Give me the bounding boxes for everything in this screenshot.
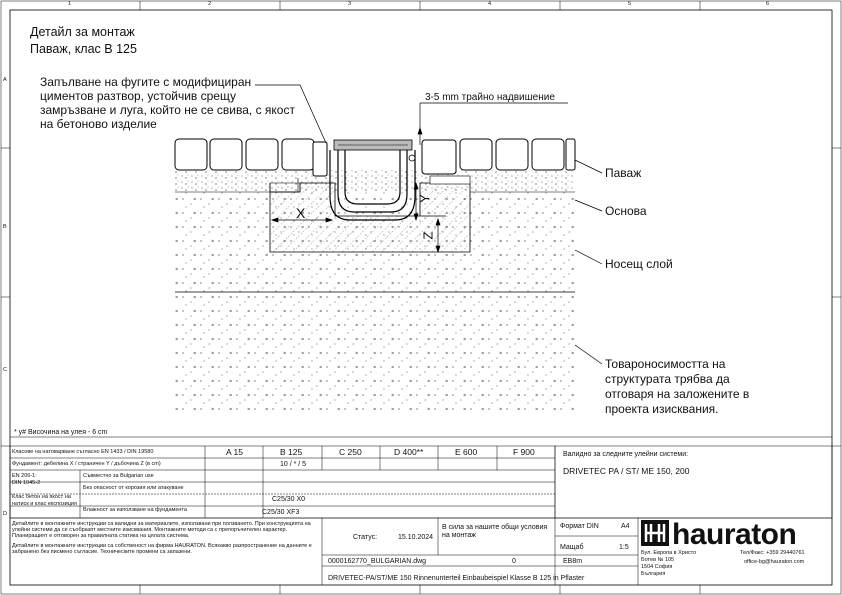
drawing-title: Детайл за монтаж bbox=[30, 25, 135, 39]
class-d400: D 400** bbox=[394, 447, 424, 457]
dimension-y: Y bbox=[416, 194, 432, 203]
grid-label-b: B bbox=[3, 224, 7, 230]
drawing-description: DRIVETEC-PA/ST/ME 150 Rinnenunterteil Einbaubeispiel Klasse B 125 in Pflaster bbox=[328, 575, 585, 582]
grid-label-d: D bbox=[3, 511, 7, 517]
concrete-norm-b: DIN 1045-2 bbox=[12, 480, 41, 486]
drawing-subtitle: Паваж, клас B 125 bbox=[30, 42, 137, 56]
grid-label-3: 3 bbox=[348, 1, 352, 7]
format-value: A4 bbox=[621, 523, 630, 530]
foundation-row-value: 10 / * / 5 bbox=[280, 461, 307, 468]
exposure-3: Влажност за използване на фундамента bbox=[83, 507, 187, 513]
status-date: 15.10.2024 bbox=[398, 534, 434, 541]
dimension-z: Z bbox=[420, 231, 436, 240]
joint-fill-line-2: циментов разтвор, устойчив срещу bbox=[40, 89, 236, 103]
load-capacity-line-4: проекта изисквания. bbox=[605, 402, 719, 416]
drawing-file: 0000162770_BULGARIAN.dwg bbox=[328, 558, 427, 565]
class-b125: B 125 bbox=[280, 447, 303, 457]
concrete-norm-a: EN 206-1: bbox=[12, 473, 37, 479]
load-class-header: Класове на натоварване съгласно EN 1433 / DIN 19580 bbox=[12, 449, 154, 455]
concrete-value-2: C25/30 XF3 bbox=[262, 509, 300, 516]
exposure-1: Съвместно за Bulgarian use bbox=[83, 473, 154, 479]
grid-label-2: 2 bbox=[208, 1, 212, 7]
company-phone: Тел/Факс: +359 29440761 bbox=[740, 550, 805, 556]
pavement-label: Паваж bbox=[605, 166, 642, 180]
company-address-2: Ботев № 105 bbox=[641, 557, 675, 563]
exposure-2: Без опасност от корозия или атакуване bbox=[83, 485, 184, 491]
grid-label-c: C bbox=[3, 367, 7, 373]
footnote: * y# Височина на улея - 6 cm bbox=[14, 429, 108, 436]
grid-label-1: 1 bbox=[68, 1, 72, 7]
grid-label-5: 5 bbox=[628, 1, 632, 7]
company-address-1: Бул. Европа в Христо bbox=[641, 550, 697, 556]
grid-label-6: 6 bbox=[766, 1, 770, 7]
joint-fill-line-4: на бетоново изделие bbox=[40, 117, 157, 131]
valid-for-label: Валидно за следните улейни системи: bbox=[563, 451, 689, 458]
class-f900: F 900 bbox=[513, 447, 535, 457]
bearing-layer-label: Носещ слой bbox=[605, 257, 673, 271]
legal-paragraph-2: Детайлите в монтажните инструкции са собственост на фирма HAURATON. Всякакво разпространение на данните е забранено без писмено съгласие. Техническите промени са запазени. bbox=[12, 543, 312, 555]
class-c250: C 250 bbox=[339, 447, 362, 457]
height-note: 3-5 mm трайно надвишение bbox=[425, 92, 555, 103]
scale-label: Мащаб bbox=[560, 544, 584, 551]
concrete-value-1: C25/30 X0 bbox=[272, 496, 306, 503]
class-a15: A 15 bbox=[226, 447, 244, 457]
hauraton-logo: hauraton bbox=[672, 518, 797, 551]
joint-fill-line-1: Запълване на фугите с модифициран bbox=[40, 75, 252, 89]
foundation-row-label: Фундамент: дебелина X / страничен Y / дъбочина Z (в cm) bbox=[12, 461, 161, 467]
in-force-note: В сила за нашите общи условия на монтаж bbox=[442, 524, 548, 539]
concrete-class-label: Клас бетон на якост на натиск и клас експозиция bbox=[12, 494, 77, 507]
dimension-x: X bbox=[296, 205, 306, 221]
joint-fill-line-3: замръзване и луга, който не се свива, с якост bbox=[40, 103, 295, 117]
sheet-code: EB8m bbox=[563, 558, 583, 565]
legal-paragraph-1: Детайлите в монтажните инструкции са валидни за материалите, използвани при ползването. При конструкцията на улейни системи да се съобразят местните изисквания. Монтажните методи са с препоръчителен характер. Планиращият е отговорен за правилната статика на цялата система. bbox=[12, 521, 311, 539]
revision: 0 bbox=[512, 558, 516, 565]
load-capacity-line-2: структурата трябва да bbox=[605, 372, 730, 386]
company-email: office-bg@hauraton.com bbox=[744, 559, 805, 565]
grid-label-4: 4 bbox=[488, 1, 492, 7]
company-address-3: 1504 София bbox=[641, 564, 673, 570]
status-label: Статус: bbox=[353, 534, 378, 541]
format-label: Формат DIN bbox=[560, 523, 599, 530]
grid-label-a: A bbox=[3, 77, 7, 83]
product-name: DRIVETEC PA / ST/ ME 150, 200 bbox=[563, 466, 690, 476]
class-e600: E 600 bbox=[455, 447, 478, 457]
scale-value: 1:5 bbox=[619, 544, 629, 551]
company-address-4: България bbox=[641, 571, 666, 577]
load-capacity-line-1: Товароносимостта на bbox=[605, 357, 726, 371]
load-capacity-line-3: отговаря на заложените в bbox=[605, 387, 750, 401]
base-label: Основа bbox=[605, 204, 647, 218]
